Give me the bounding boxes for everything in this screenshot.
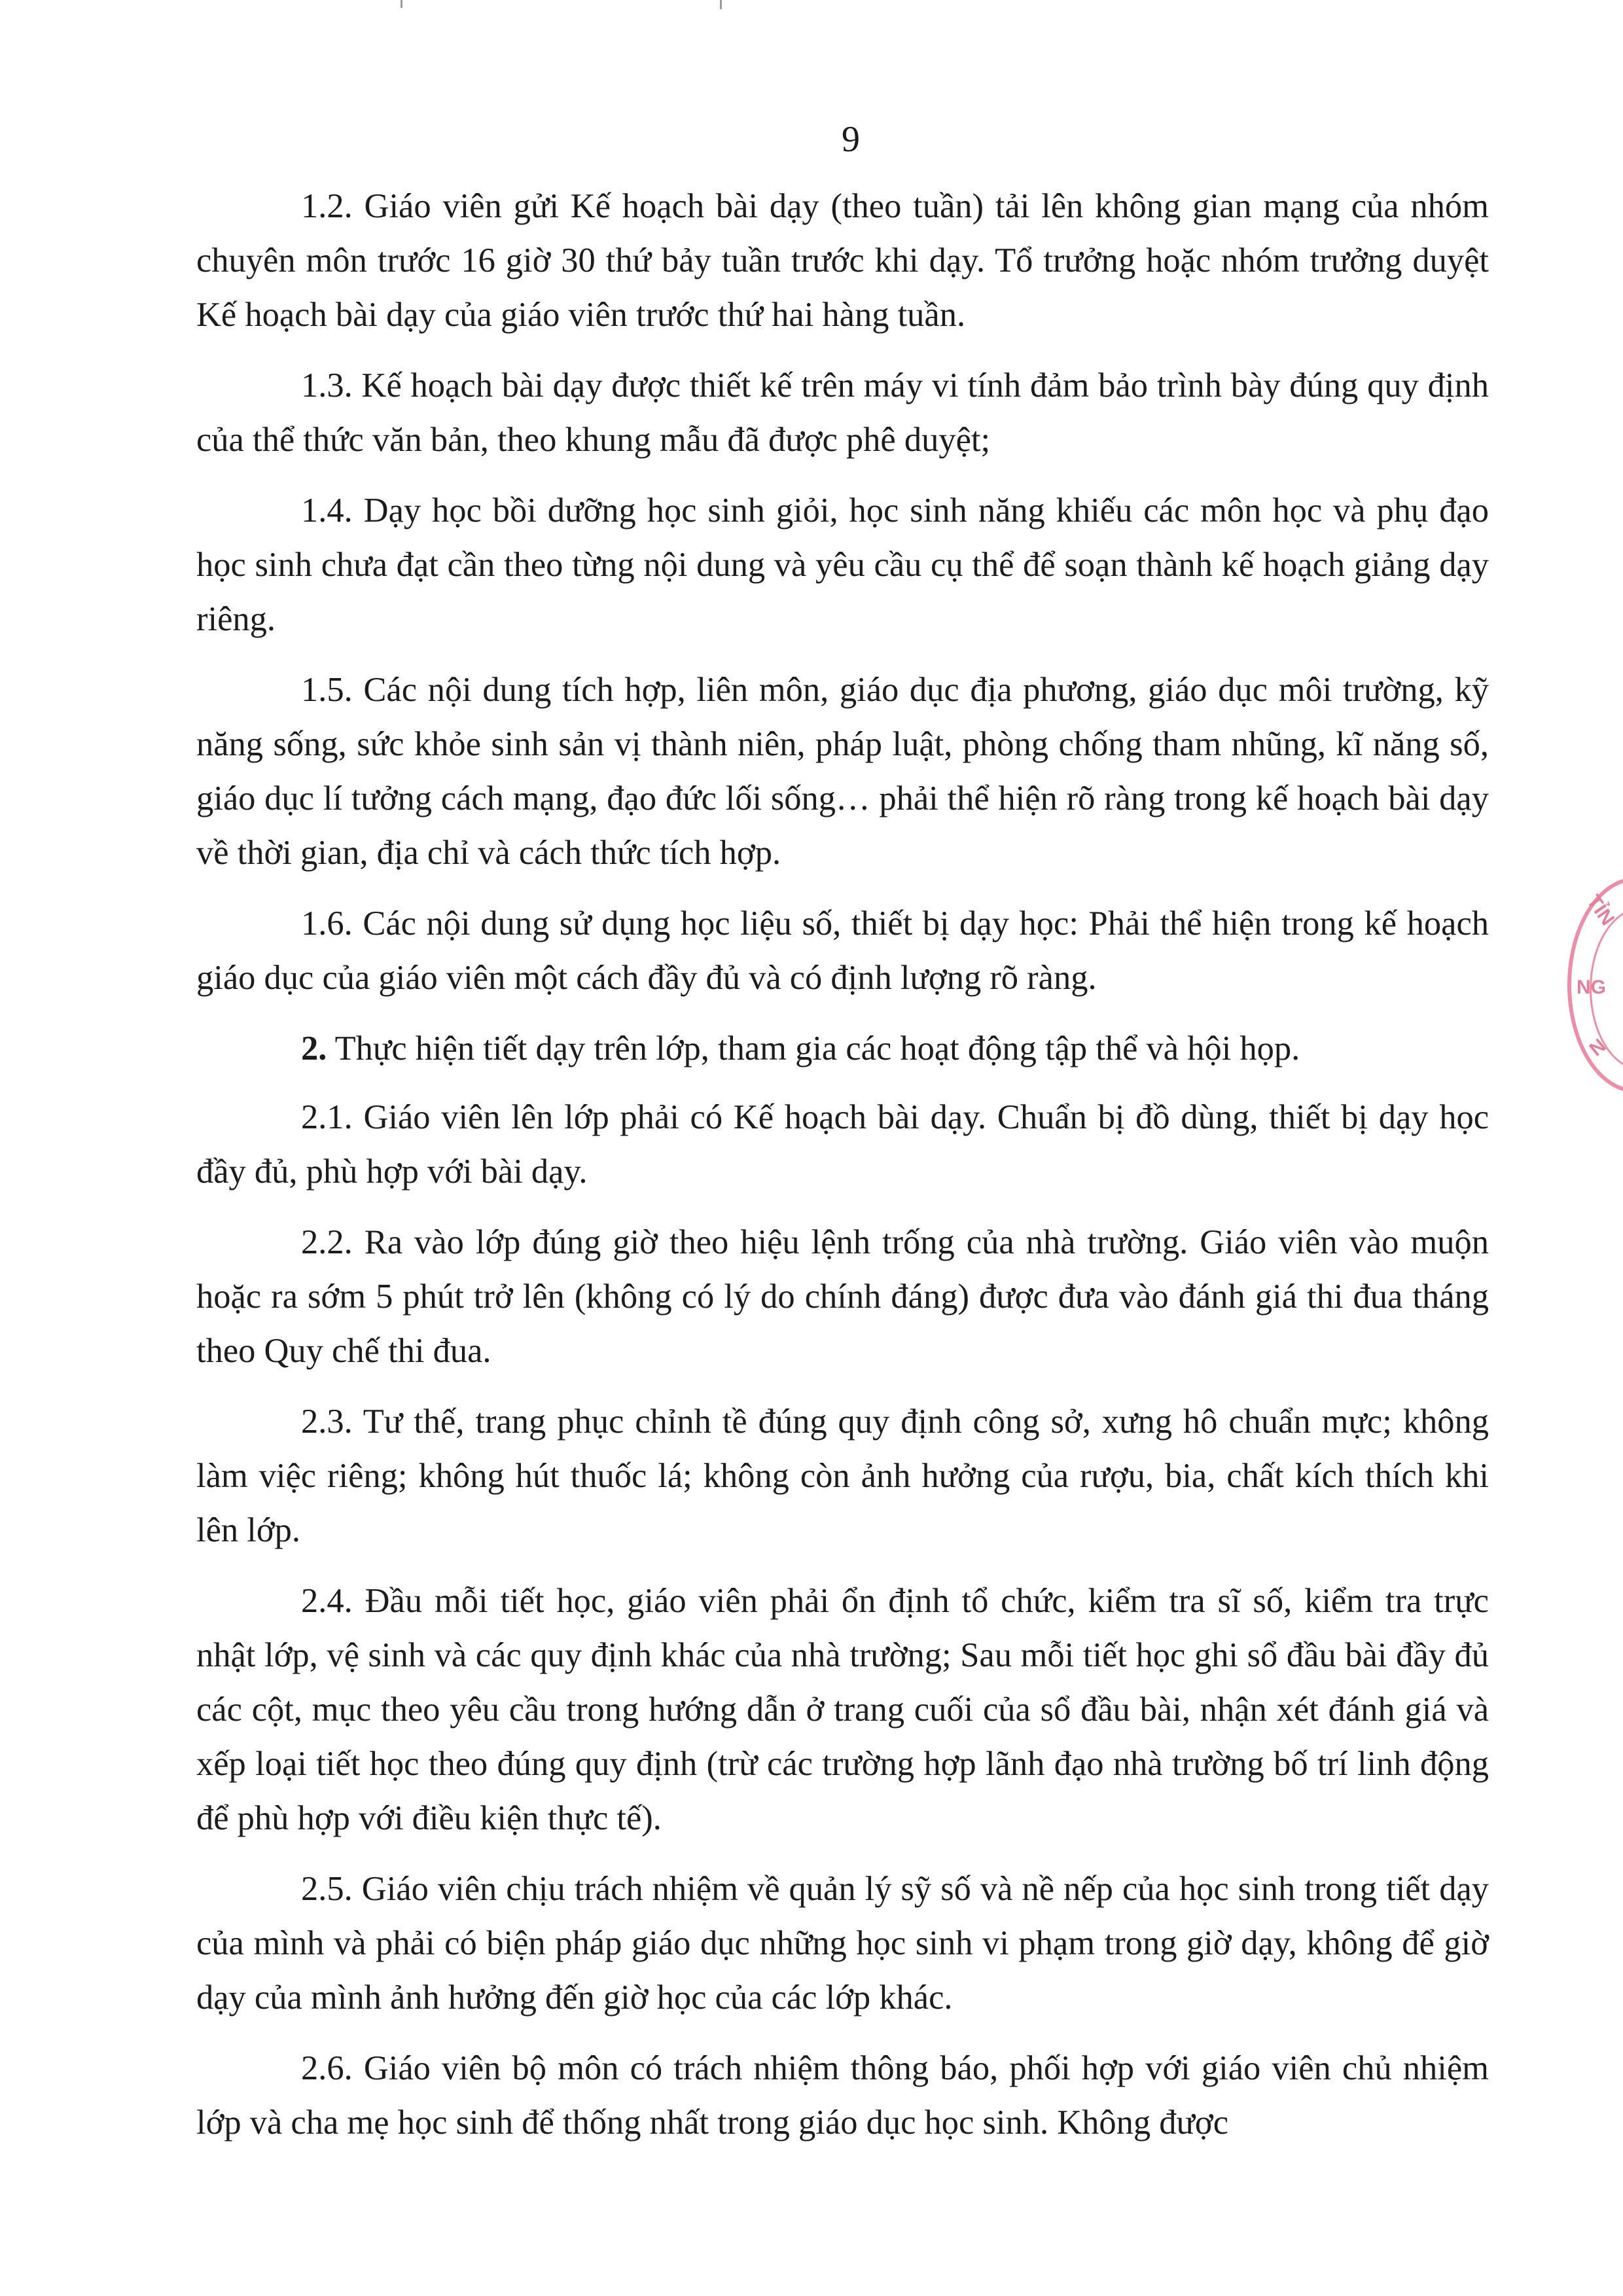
paragraph-1-2: 1.2. Giáo viên gửi Kế hoạch bài dạy (theo tuần) tải lên không gian mạng của nhóm chuyên môn trước 16 giờ 30 thứ bảy tuần trước khi dạy. Tổ trưởng hoặc nhóm trưởng duyệt Kế hoạch bài dạy của giáo viên trước thứ hai hàng tuần. (196, 187, 1489, 334)
section-2-number: 2. (301, 1030, 327, 1067)
scan-mark (720, 0, 722, 9)
seal-text-top: TỈN (1582, 891, 1618, 929)
page-number: 9 (842, 119, 860, 160)
paragraph-2-5: 2.5. Giáo viên chịu trách nhiệm về quản lý sỹ số và nề nếp của học sinh trong tiết dạy của mình và phải có biện pháp giáo dục những học sinh vi phạm trong giờ dạy, không để giờ dạy của mình ảnh hưởng đến giờ học của các lớp khác. (196, 1870, 1489, 2017)
paragraph-1-5: 1.5. Các nội dung tích hợp, liên môn, giáo dục địa phương, giáo dục môi trường, kỹ năng sống, sức khỏe sinh sản vị thành niên, pháp luật, phòng chống tham nhũng, kĩ năng số, giáo dục lí tưởng cách mạng, đạo đức lối sống… phải thể hiện rõ ràng trong kế hoạch bài dạy về thời gian, địa chỉ và cách thức tích hợp. (196, 671, 1489, 872)
official-seal (1567, 877, 1623, 1093)
document-body (196, 179, 1489, 2166)
paragraph-1-3: 1.3. Kế hoạch bài dạy được thiết kế trên máy vi tính đảm bảo trình bày đúng quy định của thể thức văn bản, theo khung mẫu đã được phê duyệt; (196, 367, 1489, 459)
paragraph-1-6: 1.6. Các nội dung sử dụng học liệu số, thiết bị dạy học: Phải thể hiện trong kế hoạch giáo dục của giáo viên một cách đầy đủ và có định lượng rõ ràng. (196, 905, 1489, 997)
section-2-title: Thực hiện tiết dạy trên lớp, tham gia các hoạt động tập thể và hội họp. (334, 1030, 1300, 1067)
seal-text-bottom: N (1585, 1035, 1611, 1061)
paragraph-1-4: 1.4. Dạy học bồi dưỡng học sinh giỏi, học sinh năng khiếu các môn học và phụ đạo học sinh chưa đạt cần theo từng nội dung và yêu cầu cụ thể để soạn thành kế hoạch giảng dạy riêng. (196, 492, 1489, 638)
paragraph-2-1: 2.1. Giáo viên lên lớp phải có Kế hoạch bài dạy. Chuẩn bị đồ dùng, thiết bị dạy học đầy đủ, phù hợp với bài dạy. (196, 1098, 1489, 1191)
section-2-heading (196, 1022, 1489, 1076)
paragraph-2-4: 2.4. Đầu mỗi tiết học, giáo viên phải ổn định tổ chức, kiểm tra sĩ số, kiểm tra trực nhật lớp, vệ sinh và các quy định khác của nhà trường; Sau mỗi tiết học ghi sổ đầu bài đầy đủ các cột, mục theo yêu cầu trong hướng dẫn ở trang cuối của sổ đầu bài, nhận xét đánh giá và xếp loại tiết học theo đúng quy định (trừ các trường hợp lãnh đạo nhà trường bố trí linh động để phù hợp với điều kiện thực tế). (196, 1582, 1489, 1837)
seal-text-middle: NG (1577, 977, 1606, 998)
paragraph-2-2: 2.2. Ra vào lớp đúng giờ theo hiệu lệnh trống của nhà trường. Giáo viên vào muộn hoặc ra sớm 5 phút trở lên (không có lý do chính đáng) được đưa vào đánh giá thi đua tháng theo Quy chế thi đua. (196, 1223, 1489, 1370)
paragraph-2-3: 2.3. Tư thế, trang phục chỉnh tề đúng quy định công sở, xưng hô chuẩn mực; không làm việc riêng; không hút thuốc lá; không còn ảnh hưởng của rượu, bia, chất kích thích khi lên lớp. (196, 1403, 1489, 1549)
paragraph-2-6: 2.6. Giáo viên bộ môn có trách nhiệm thông báo, phối hợp với giáo viên chủ nhiệm lớp và cha mẹ học sinh để thống nhất trong giáo dục học sinh. Không được (196, 2049, 1489, 2142)
scan-mark (401, 0, 402, 8)
